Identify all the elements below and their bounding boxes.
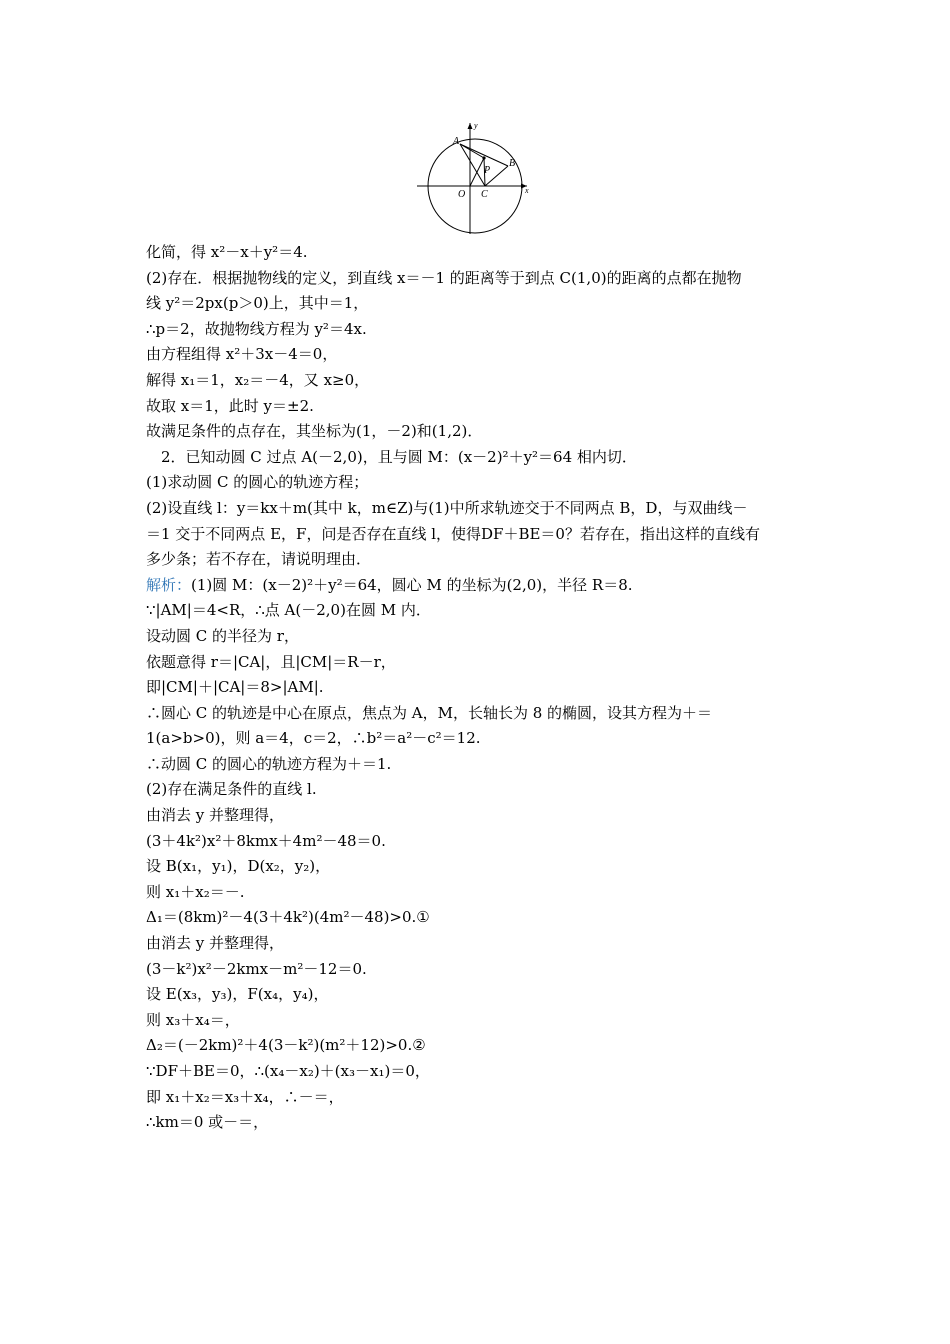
text-line: Δ₂＝(－2km)²＋4(3－k²)(m²＋12)>0.②	[146, 1036, 426, 1055]
point-p	[482, 156, 485, 159]
text-line: 设 B(x₁，y₁)，D(x₂，y₂)，	[146, 857, 331, 876]
text-line: 则 x₃＋x₄＝，	[146, 1010, 240, 1029]
text-line: 设 E(x₃，y₃)，F(x₄，y₄)，	[146, 985, 329, 1004]
problem-2-statement: 2．已知动圆 C 过点 A(－2,0)，且与圆 M：(x－2)²＋y²＝64 相内切．	[146, 447, 637, 466]
text-line: 故取 x＝1，此时 y＝±2.	[146, 396, 314, 415]
label-a: A	[453, 136, 460, 147]
text-line: (1)求动圆 C 的圆心的轨迹方程；	[146, 473, 369, 492]
text-line: 线 y²＝2px(p＞0)上，其中＝1，	[146, 294, 369, 313]
text-line: ＝1 交于不同两点 E，F，问是否存在直线 l，使得DF＋BE＝0？若存在，指出这样的直线有	[146, 524, 760, 543]
text-line: 依题意得 r＝|CA|，且|CM|＝R－r，	[146, 652, 396, 671]
text-line: 1(a>b>0)，则 a＝4，c＝2，∴b²＝a²－c²＝12.	[146, 729, 481, 748]
text-line: 由方程组得 x²＋3x－4＝0，	[146, 345, 338, 364]
analysis-label: 解析：	[146, 575, 192, 594]
text-line: 则 x₁＋x₂＝－.	[146, 882, 245, 901]
analysis-line	[146, 573, 811, 599]
text-line: ∴km＝0 或－＝，	[146, 1113, 269, 1132]
text-line: 化简，得 x²－x＋y²＝4.	[146, 243, 308, 261]
text-line: ∴圆心 C 的轨迹是中心在原点，焦点为 A，M，长轴长为 8 的椭圆，设其方程为＋＝	[146, 703, 713, 722]
text-line: 故满足条件的点存在，其坐标为(1，－2)和(1,2)．	[146, 422, 483, 441]
text-line: 即 x₁＋x₂＝x₃＋x₄，∴－＝，	[146, 1087, 344, 1106]
label-p: P	[484, 165, 491, 176]
text-line: (3＋4k²)x²＋8kmx＋4m²－48＝0.	[146, 831, 386, 850]
label-y: y	[474, 121, 478, 130]
label-x: x	[525, 186, 529, 195]
text-line: Δ₁＝(8km)²－4(3＋4k²)(4m²－48)>0.①	[146, 908, 430, 927]
text-line: (2)存在．根据抛物线的定义，到直线 x＝－1 的距离等于到点 C(1,0)的距离的点都在抛物	[146, 268, 742, 287]
text-line: 设动圆 C 的半径为 r，	[146, 626, 299, 645]
document-body	[146, 240, 811, 1136]
text-line: (2)设直线 l：y＝kx＋m(其中 k，m∈Z)与(1)中所求轨迹交于不同两点 B，D，与双曲线－	[146, 498, 748, 517]
y-axis-arrow	[468, 123, 473, 129]
text-line: ∵DF＋BE＝0，∴(x₄－x₂)＋(x₃－x₁)＝0，	[146, 1062, 430, 1080]
segment-a-c	[460, 144, 485, 186]
analysis-text: (1)圆 M：(x－2)²＋y²＝64，圆心 M 的坐标为(2,0)，半径 R＝8.	[191, 575, 633, 594]
label-b: B	[509, 158, 516, 169]
text-line: 解得 x₁＝1，x₂＝－4，又 x≥0，	[146, 370, 370, 389]
label-o: O	[458, 189, 466, 200]
text-line: ∴p＝2，故抛物线方程为 y²＝4x.	[146, 319, 367, 338]
text-line: (3－k²)x²－2kmx－m²－12＝0.	[146, 959, 367, 978]
text-line: (2)存在满足条件的直线 l.	[146, 780, 317, 799]
circle-figure	[415, 118, 535, 238]
text-line: 多少条；若不存在，请说明理由．	[146, 550, 372, 569]
label-c: C	[481, 189, 488, 200]
text-line: 由消去 y 并整理得，	[146, 806, 285, 825]
text-line: 即|CM|＋|CA|＝8>|AM|.	[146, 678, 324, 697]
segment-o-p	[470, 158, 484, 186]
text-line: ∴动圆 C 的圆心的轨迹方程为＋＝1.	[146, 754, 392, 773]
text-line: 由消去 y 并整理得，	[146, 934, 285, 953]
text-line: ∵|AM|＝4<R，∴点 A(－2,0)在圆 M 内．	[146, 601, 431, 620]
